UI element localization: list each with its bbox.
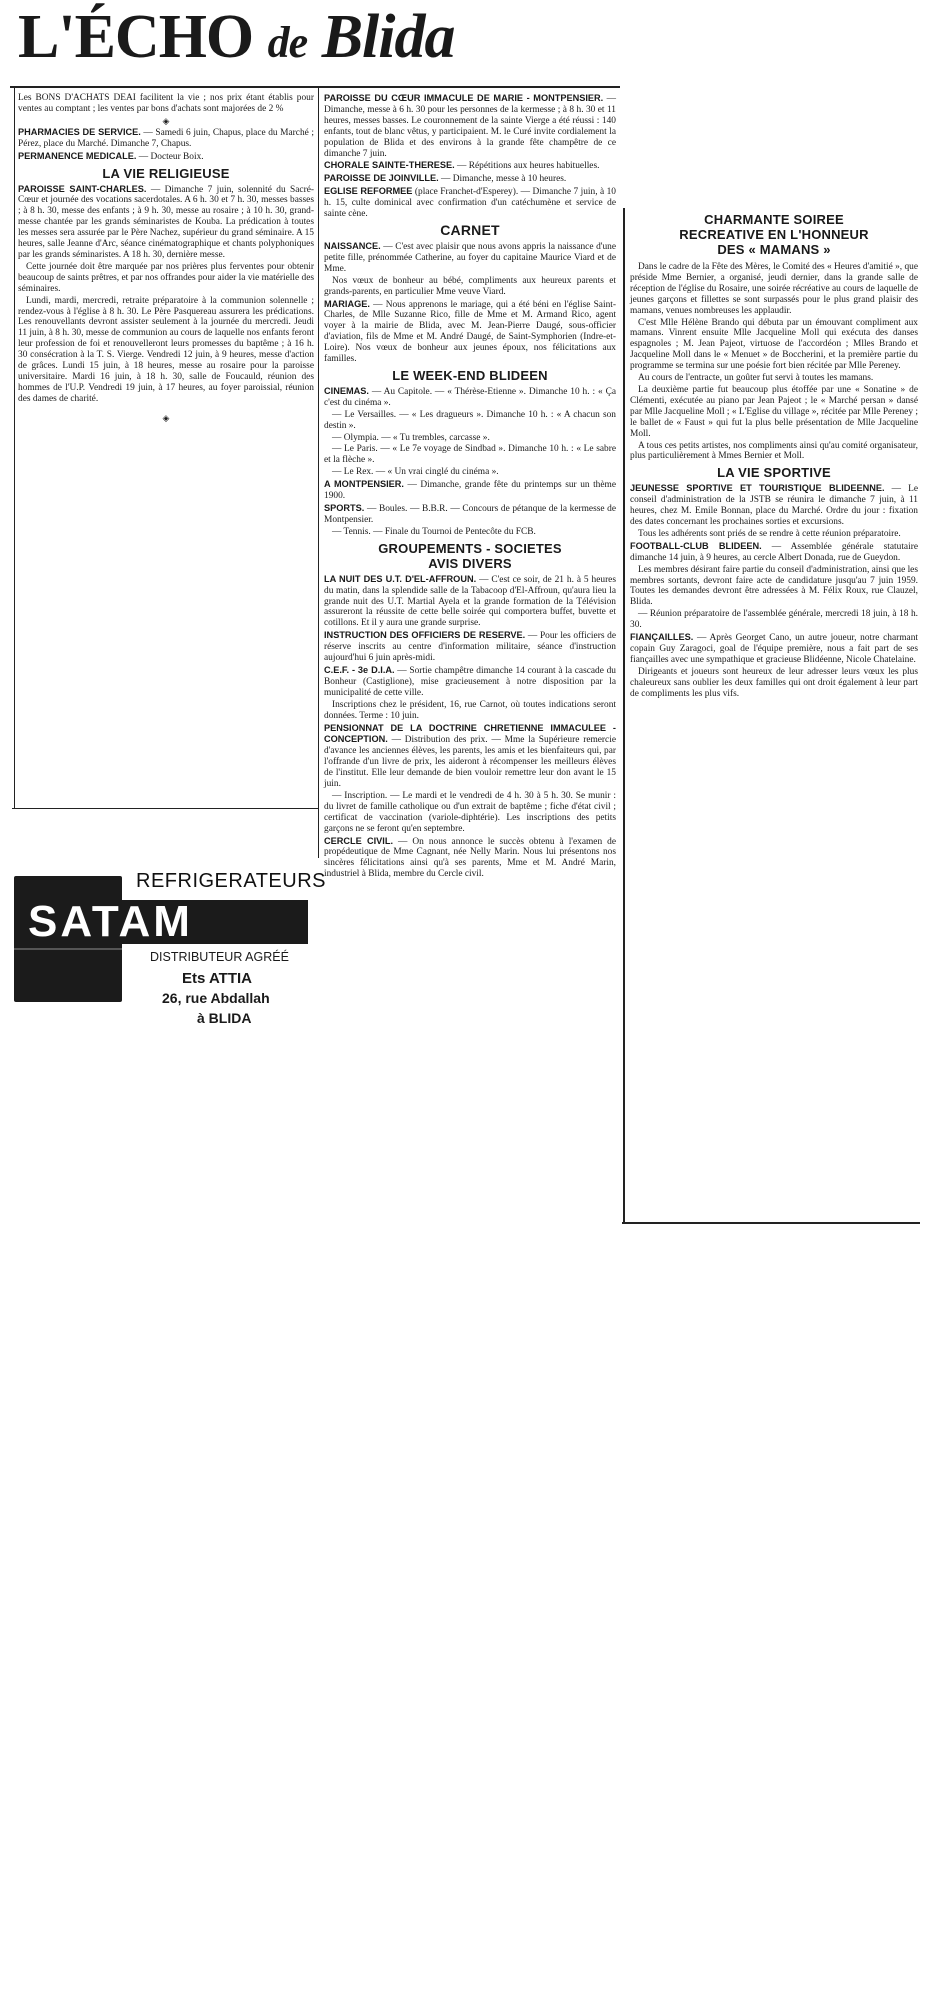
cef-heading: C.E.F. - 3e D.I.A. xyxy=(324,664,395,675)
fiancailles-paragraph-2: Dirigeants et joueurs sont heureux de leur adresser leurs vœux les plus chaleureux sans oublier les deux familles qui ont droit également à leur part de compliments les plus vifs. xyxy=(630,666,918,699)
fiancailles-paragraph xyxy=(630,632,918,666)
dealer-city: à BLIDA xyxy=(197,1010,252,1026)
instruction-paragraph xyxy=(324,630,616,664)
fcb-heading: FOOTBALL-CLUB BLIDEEN. xyxy=(630,540,762,551)
fcb-paragraph xyxy=(630,541,918,564)
fcb-paragraph-3: — Réunion préparatoire de l'assemblée générale, mercredi 18 juin, à 18 h. 30. xyxy=(630,609,918,631)
mariage-paragraph xyxy=(324,299,616,365)
column3-bottom-rule xyxy=(622,1222,920,1224)
olympia-paragraph: — Olympia. — « Tu trembles, carcasse ». xyxy=(332,432,490,443)
pharmacies-heading: PHARMACIES DE SERVICE. xyxy=(18,126,141,137)
fiancailles-text: — Après Georget Cano, un autre joueur, notre charmant copain Guy Zaragoci, goal de l'équipe première, nous a fait part de ses fiançailles avec une sympathique et gracieuse Blidéenne, Nicole Chatelaine. xyxy=(630,633,918,665)
cercle-civil-heading: CERCLE CIVIL. xyxy=(324,835,394,846)
saint-charles-text: — Dimanche 7 juin, solennité du Sacré-Cœur et journée des vocations sacerdotales. A 6 h. 30 et 7 h. 30, messes basses ; à 8 h. 30, messe des enfants ; à 9 h. 30, messe au rosaire ; à 10 h. 30, grand-messe chantée par les grands séminaristes de Kouba. La prédication à toutes les messes sera assurée par le Père Nachez, supérieur du grand séminaire. A 15 heures, salle Jeanne d'Arc, séance cinématographique et chants polyphoniques par les grands séminaristes. A 18 h. 30, dernière messe. xyxy=(18,184,314,260)
saint-charles-heading: PAROISSE SAINT-CHARLES. xyxy=(18,183,147,194)
separator-ornament: ◈ xyxy=(162,115,170,126)
soiree-title-line-3: DES « MAMANS » xyxy=(717,242,831,257)
groupements-title: GROUPEMENTS - SOCIETES xyxy=(378,540,562,556)
column-2 xyxy=(324,93,616,881)
naissance-paragraph xyxy=(324,241,616,275)
column-rule-left xyxy=(14,88,15,808)
fcb-paragraph-2: Les membres désirant faire partie du conseil d'administration, ainsi que les membres sortants, devront faire acte de candidature jusqu'au 7 juin 1959. Toutes les demandes devront être adressées à M. Félix Roux, rue Clauzel, Blida. xyxy=(630,564,918,608)
jstb-paragraph-2: Tous les adhérents sont priés de se rendre à cette réunion préparatoire. xyxy=(638,528,901,539)
masthead xyxy=(10,2,618,88)
separator-ornament-2: ◈ xyxy=(162,412,170,423)
vie-sportive-title: LA VIE SPORTIVE xyxy=(717,465,831,481)
soiree-paragraph-5: A tous ces petits artistes, nos compliments ainsi qu'au comité organisateur, plus particulièrement à Mmes Bernier et Moll. xyxy=(630,440,918,462)
eglise-reformee-text: (place Franchet-d'Esperey). — Dimanche 7 juin, à 10 h. 15, culte dominical avec confirmation d'un catéchumène et service de sainte cène. xyxy=(324,187,616,220)
pensionnat-heading: PENSIONNAT DE LA DOCTRINE CHRETIENNE IMMACULEE - CONCEPTION. xyxy=(324,722,616,745)
joinville-text: — Dimanche, messe à 10 heures. xyxy=(438,174,567,185)
column-3 xyxy=(630,212,918,701)
sports-text: — Boules. — B.B.R. — Concours de pétanque de la kermesse de Montpensier. xyxy=(324,504,616,525)
soiree-title-line-2: RECREATIVE EN L'HONNEUR xyxy=(679,227,869,242)
naissance-text: — C'est avec plaisir que nous avons appris la naissance d'une petite fille, prénommée Catherine, au foyer du capitaine Maurice Viard et de Mme. xyxy=(324,241,616,274)
cercle-civil-paragraph xyxy=(324,836,616,881)
title-de: de xyxy=(267,18,308,67)
soiree-paragraph-3: Au cours de l'entracte, un goûter fut servi à toutes les mamans. xyxy=(638,373,874,384)
coeur-immacule-paragraph xyxy=(324,93,616,159)
paris-paragraph: — Le Paris. — « Le 7e voyage de Sindbad ». Dimanche 10 h. : « Le sabre et la flèche ». xyxy=(324,444,616,466)
cinemas-paragraph xyxy=(324,386,616,409)
soiree-paragraph-2: C'est Mlle Hélène Brando qui débuta par un émouvant compliment aux mamans. Vinrent ensuite Mlle Jacqueline Moll qui exécuta des danses espagnoles ; M. Jean Pajeot, virtuose de l'accordéon ; Mlles Brando et Jacqueline Moll dans le « Menuet » de Boccherini, et la première partie du programme se termina sur une poésie fort bien récitée par Mlle Pereney. xyxy=(630,317,918,372)
column-rule-2-3 xyxy=(623,208,625,1223)
chorale-paragraph xyxy=(324,160,616,172)
jstb-paragraph xyxy=(630,483,918,528)
permanence-heading: PERMANENCE MEDICALE. xyxy=(18,150,137,161)
permanence-text: — Docteur Boix. xyxy=(136,151,204,162)
sports-heading: SPORTS. xyxy=(324,503,365,513)
naissance-paragraph-2: Nos vœux de bonheur au bébé, compliments aux heureux parents et grands-parents, en particulier Mme veuve Viard. xyxy=(324,275,616,297)
versailles-paragraph: — Le Versailles. — « Les dragueurs ». Dimanche 10 h. : « A chacun son destin ». xyxy=(324,409,616,431)
sports-paragraph xyxy=(324,503,616,526)
weekend-title: LE WEEK-END BLIDEEN xyxy=(392,367,548,383)
chorale-text: — Répétitions aux heures habituelles. xyxy=(454,161,600,172)
title-blida: Blida xyxy=(321,3,455,71)
fridge-door-line xyxy=(14,948,122,950)
mariage-text: — Nous apprenons le mariage, qui a été béni en l'église Saint-Charles, de Mlle Suzanne Rico, fille de Mme et M. Armand Rico, agent voyer à la mairie de Blida, avec M. Jean-Pierre Daugé, sous-officier d'aviation, fils de Mme et M. André Daugé, de Saint-Symphorien (Indre-et-Loire). Nos vœux de bonheur aux jeunes époux, nos félicitations aux familles. xyxy=(324,299,616,365)
dealer-name: Ets ATTIA xyxy=(182,970,252,987)
chorale-heading: CHORALE SAINTE-THERESE. xyxy=(324,160,455,171)
coeur-immacule-text: — Dimanche, messe à 6 h. 30 pour les personnes de la kermesse ; à 8 h. 30 et 11 heures, messes basses. Le couronnement de la sainte Vierge a été réussi : 140 enfants, tout de blanc vêtus, y participaient. M. le Curé invite cordialement la population de Blida et des environs à la grande fête champêtre de ce dimanche 7 juin. xyxy=(324,94,616,159)
joinville-paragraph xyxy=(324,173,616,185)
brand-name: SATAM xyxy=(28,897,193,946)
pensionnat-paragraph xyxy=(324,723,616,790)
montpensier-paragraph xyxy=(324,479,616,502)
permanence-paragraph xyxy=(18,151,314,163)
eglise-reformee-paragraph xyxy=(324,186,616,220)
satam-advertisement xyxy=(12,858,326,1026)
saint-charles-paragraph xyxy=(18,184,314,261)
tennis-paragraph: — Tennis. — Finale du Tournoi de Pentecôte du FCB. xyxy=(332,526,536,537)
column-1 xyxy=(18,93,314,424)
cef-text: — Sortie champêtre dimanche 14 courant à la cascade du Bonheur (Castiglione), mise gracieusement à notre disposition par la municipalité de cette ville. xyxy=(324,665,616,698)
title-echo: L'ÉCHO xyxy=(18,3,254,71)
intro-paragraph: Les BONS D'ACHATS DEAI facilitent la vie ; nos prix étant établis pour ventes au comptant ; les ventes par bons d'achats sont majorées de 2 % xyxy=(18,93,314,114)
soiree-title-line-1: CHARMANTE SOIREE xyxy=(704,212,844,227)
eglise-reformee-heading: EGLISE REFORMEE xyxy=(324,186,413,197)
instruction-heading: INSTRUCTION DES OFFICIERS DE RESERVE. xyxy=(324,630,526,641)
soiree-paragraph-1: Dans le cadre de la Fête des Mères, le Comité des « Heures d'amitié », que préside Mme Bernier, a organisé, jeudi dernier, dans la grande salle de réception de l'église du Rosaire, une soirée récréative au cours de laquelle de jeunes garçons et fillettes se sont surpassés pour le plus grand plaisir des mamans, venues nombreuses les applaudir. xyxy=(630,262,918,316)
newspaper-title xyxy=(18,2,455,78)
nuit-ut-text: — C'est ce soir, de 21 h. à 5 heures du matin, dans la splendide salle de la Tabacoop d'El-Affroun, qu'aura lieu la grande nuit des U.T. Martial Ayela et la grande formation de la Télévision assureront la réussite de cette belle soirée qui comportera buffet, buvette et cotillons. Et il y aura une grande surprise. xyxy=(324,574,616,629)
dealer-address: 26, rue Abdallah xyxy=(162,990,270,1006)
nuit-ut-heading: LA NUIT DES U.T. D'EL-AFFROUN. xyxy=(324,573,477,584)
masthead-rule xyxy=(10,86,620,88)
cef-paragraph xyxy=(324,665,616,699)
joinville-heading: PAROISSE DE JOINVILLE. xyxy=(324,173,439,184)
refrigerateurs-label: REFRIGERATEURS xyxy=(136,870,326,892)
fiancailles-heading: FIANÇAILLES. xyxy=(630,632,694,643)
nuit-ut-paragraph xyxy=(324,574,616,630)
saint-charles-paragraph-3: Lundi, mardi, mercredi, retraite préparatoire à la communion solennelle ; rendez-vous à l'église à 8 h. 30. Le Père Pasquereau assurera les prédications. Les renouvellants devront assister seulement à la journée du mercredi. Jeudi 11 juin, à 8 h. 30, messe de communion au cours de laquelle nos enfants feront leur profession de foi et renouvelleront leurs promesses du baptême ; à 16 h. 30 consécration à la T. S. Vierge. Vendredi 12 juin, à 9 heures, messe d'action de grâces. Lundi 15 juin, à 18 heures, messe au rosaire pour la paroisse universitaire. Mardi 16 juin, à 18 h. 30, salle de Foucauld, réunion des hommes de l'U.P. Vendredi 19 juin, à 17 heures, au foyer paroissial, réunion des dames de charité. xyxy=(18,295,314,404)
column1-bottom-rule xyxy=(12,808,318,809)
cef-paragraph-2: Inscriptions chez le président, 16, rue Carnot, où toutes indications seront données. Terme : 10 juin. xyxy=(324,699,616,721)
cinemas-text: — Au Capitole. — « Thérèse-Etienne ». Dimanche 10 h. : « Ça c'est du cinéma ». xyxy=(324,386,616,408)
column-rule-1-2 xyxy=(318,88,319,858)
montpensier-text: — Dimanche, grande fête du printemps sur un thème 1900. xyxy=(324,480,616,502)
soiree-paragraph-4: La deuxième partie fut beaucoup plus étoffée par une « Sonatine » de Clémenti, exécutée au piano par Jean Pajeot ; le « Marché persan » dansé par Mlle Jacqueline Moll ; « L'Eglise du village », récitée par Mlle Pereney ; le ballet de « Faust » qui fut la plus belle présentation de Mlle Jacqueline Moll. xyxy=(630,384,918,439)
vie-religieuse-title: LA VIE RELIGIEUSE xyxy=(102,165,230,181)
fcb-text: — Assemblée générale statutaire dimanche 14 juin, à 9 heures, au cercle Albert Donada, rue de Gueydon. xyxy=(630,541,918,563)
montpensier-heading: A MONTPENSIER. xyxy=(324,479,404,490)
jstb-text: — Le conseil d'administration de la JSTB se réunira le dimanche 7 juin, à 11 heures, chez M. Emile Bonnan, place du Marché. Ordre du jour : fixation des dates concernant les prochaines sorties et excursions. xyxy=(630,484,918,528)
distributor-label: DISTRIBUTEUR AGRÉÉ xyxy=(150,950,289,964)
pharmacies-paragraph xyxy=(18,127,314,150)
pensionnat-paragraph-2: — Inscription. — Le mardi et le vendredi de 4 h. 30 à 5 h. 30. Se munir : du livret de famille catholique ou d'un extrait de baptême ; fiche d'état civil ; certificat de vaccination (variole-diphtérie). Les inscriptions des petits garçons ne se feront qu'en septembre. xyxy=(324,790,616,834)
mariage-heading: MARIAGE. xyxy=(324,298,370,309)
saint-charles-paragraph-2: Cette journée doit être marquée par nos prières plus ferventes pour obtenir beaucoup de saints prêtres, et par nos offrandes pour aider la vie matérielle des séminaires. xyxy=(18,261,314,294)
pharmacies-text: — Samedi 6 juin, Chapus, place du Marché ; Pérez, place du Marché. Dimanche 7, Chapus. xyxy=(18,127,314,149)
cercle-civil-text: — On nous annonce le succès obtenu à l'examen de propédeutique de Mme Cagnant, née Nelly Marin. Nous lui présentons nos sincères félicitations ainsi qu'à ses parents, Mme et M. André Marin, industriel à Blida, membre du Cercle civil. xyxy=(324,836,616,880)
naissance-heading: NAISSANCE. xyxy=(324,240,381,251)
coeur-immacule-heading: PAROISSE DU CŒUR IMMACULE DE MARIE - MONTPENSIER. xyxy=(324,93,604,103)
jstb-heading: JEUNESSE SPORTIVE ET TOURISTIQUE BLIDEENNE. xyxy=(630,483,885,494)
pensionnat-text: — Distribution des prix. — Mme la Supérieure remercie d'avance les anciennes élèves, les parents, les amis et les bienfaiteurs qui, par l'offrande d'un livre de prix, les aideront à récompenser les meilleurs élèves de l'institut. Elle leur demande de bien vouloir remettre leur don avant le 15 juin. xyxy=(324,735,616,790)
cinemas-heading: CINEMAS. xyxy=(324,385,369,396)
avis-divers-title: AVIS DIVERS xyxy=(428,555,512,571)
rex-paragraph: — Le Rex. — « Un vrai cinglé du cinéma ». xyxy=(332,467,499,478)
instruction-text: — Pour les officiers de réserve inscrits au centre d'information militaire, séance d'instruction aujourd'hui 6 juin après-midi. xyxy=(324,631,616,664)
carnet-title: CARNET xyxy=(440,221,500,238)
